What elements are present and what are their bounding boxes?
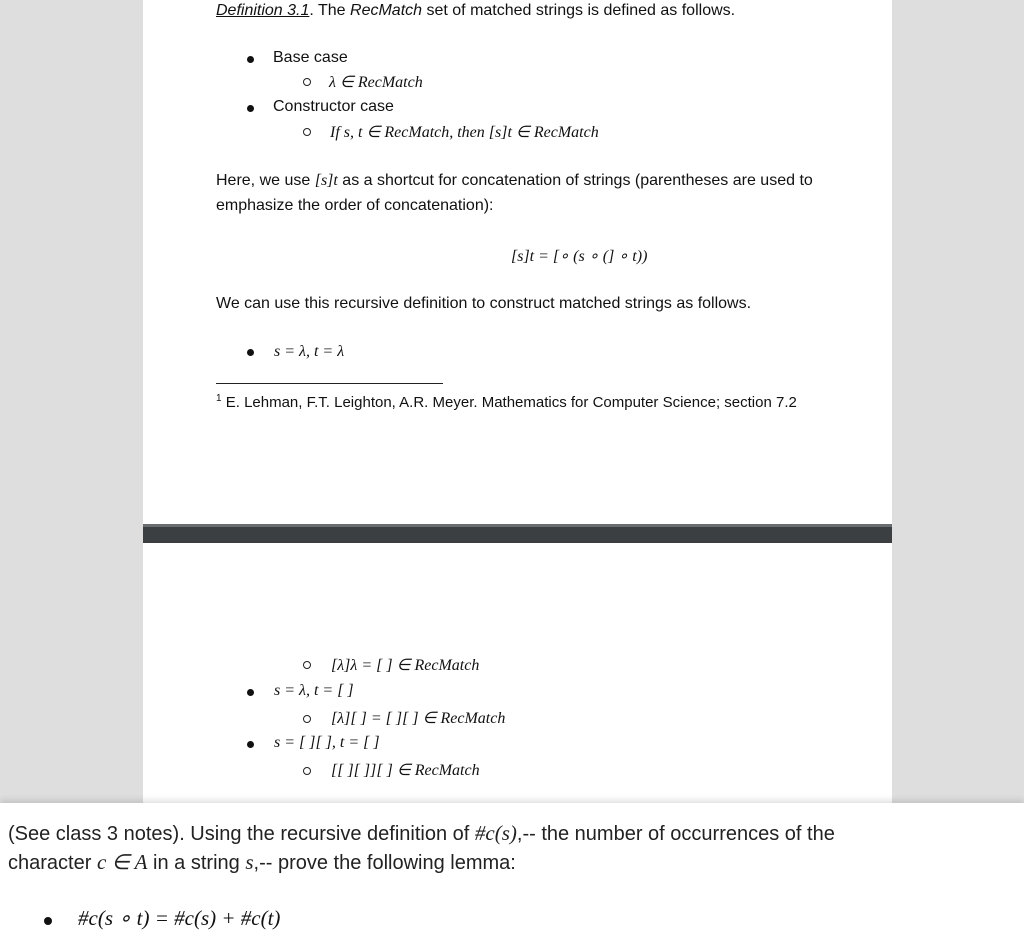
question-text-e: ,-- prove the following lemma:	[253, 852, 516, 874]
question-text-b: ,-- the number of occurrences of the	[516, 823, 835, 845]
shortcut-line-1	[216, 172, 813, 190]
lemma: #c(s ∘ t) = #c(s) + #c(t)	[78, 906, 281, 930]
document-page-1	[143, 0, 892, 524]
footnote-text: E. Lehman, F.T. Leighton, A.R. Meyer. Mathematics for Computer Science; section 7.2	[221, 394, 797, 411]
definition-text-a: . The	[309, 2, 351, 19]
base-case-math: λ ∈ RecMatch	[329, 74, 423, 91]
count-function: #c(s)	[474, 821, 517, 845]
alphabet-membership: c ∈ A	[96, 850, 148, 874]
definition-heading	[216, 2, 735, 20]
string-var: s	[245, 850, 254, 874]
construct-intro: We can use this recursive definition to construct matched strings as follows.	[216, 295, 752, 312]
example-3: s = [ ][ ], t = [ ]	[274, 734, 380, 751]
question-line-2	[8, 850, 516, 875]
question-line-1	[8, 821, 835, 846]
result-3: [[ ][ ]][ ] ∈ RecMatch	[331, 762, 480, 779]
example-2: s = λ, t = [ ]	[274, 682, 354, 699]
sub-bullet-icon	[303, 715, 311, 723]
sub-bullet-icon	[303, 661, 311, 669]
base-case-label: Base case	[273, 49, 348, 66]
result-1: [λ]λ = [ ] ∈ RecMatch	[331, 657, 480, 674]
footnote-marker: 1	[216, 393, 222, 404]
definition-label: Definition 3.1	[216, 2, 310, 19]
page-separator	[143, 524, 892, 543]
bullet-icon	[247, 689, 254, 696]
sub-bullet-icon	[303, 128, 311, 136]
sub-bullet-icon	[303, 767, 311, 775]
sub-bullet-icon	[303, 78, 311, 86]
document-page-2	[143, 543, 892, 803]
footnote	[216, 393, 797, 411]
concat-formula: [s]t = [∘ (s ∘ (] ∘ t))	[511, 248, 648, 265]
bullet-icon	[44, 917, 52, 925]
result-2: [λ][ ] = [ ][ ] ∈ RecMatch	[331, 710, 506, 727]
bullet-icon	[247, 741, 254, 748]
shortcut-line-2: emphasize the order of concatenation):	[216, 197, 494, 214]
bullet-icon	[247, 349, 254, 356]
shortcut-math: [s]t	[314, 172, 338, 189]
footnote-divider	[216, 383, 443, 384]
shortcut-text-a: Here, we use	[216, 172, 315, 189]
question-text-a: (See class 3 notes). Using the recursive definition of	[8, 823, 475, 845]
question-text-c: character	[8, 852, 97, 874]
constructor-case-label: Constructor case	[273, 98, 394, 115]
question-panel	[0, 803, 1024, 943]
constructor-case-math: If s, t ∈ RecMatch, then [s]t ∈ RecMatch	[330, 124, 599, 141]
definition-term: RecMatch	[350, 2, 423, 19]
definition-text-b: set of matched strings is defined as follows.	[422, 2, 736, 19]
bullet-icon	[247, 105, 254, 112]
question-text-d: in a string	[147, 852, 246, 874]
shortcut-text-b: as a shortcut for concatenation of strings (parentheses are used to	[337, 172, 813, 189]
example-1: s = λ, t = λ	[274, 343, 345, 360]
bullet-icon	[247, 56, 254, 63]
